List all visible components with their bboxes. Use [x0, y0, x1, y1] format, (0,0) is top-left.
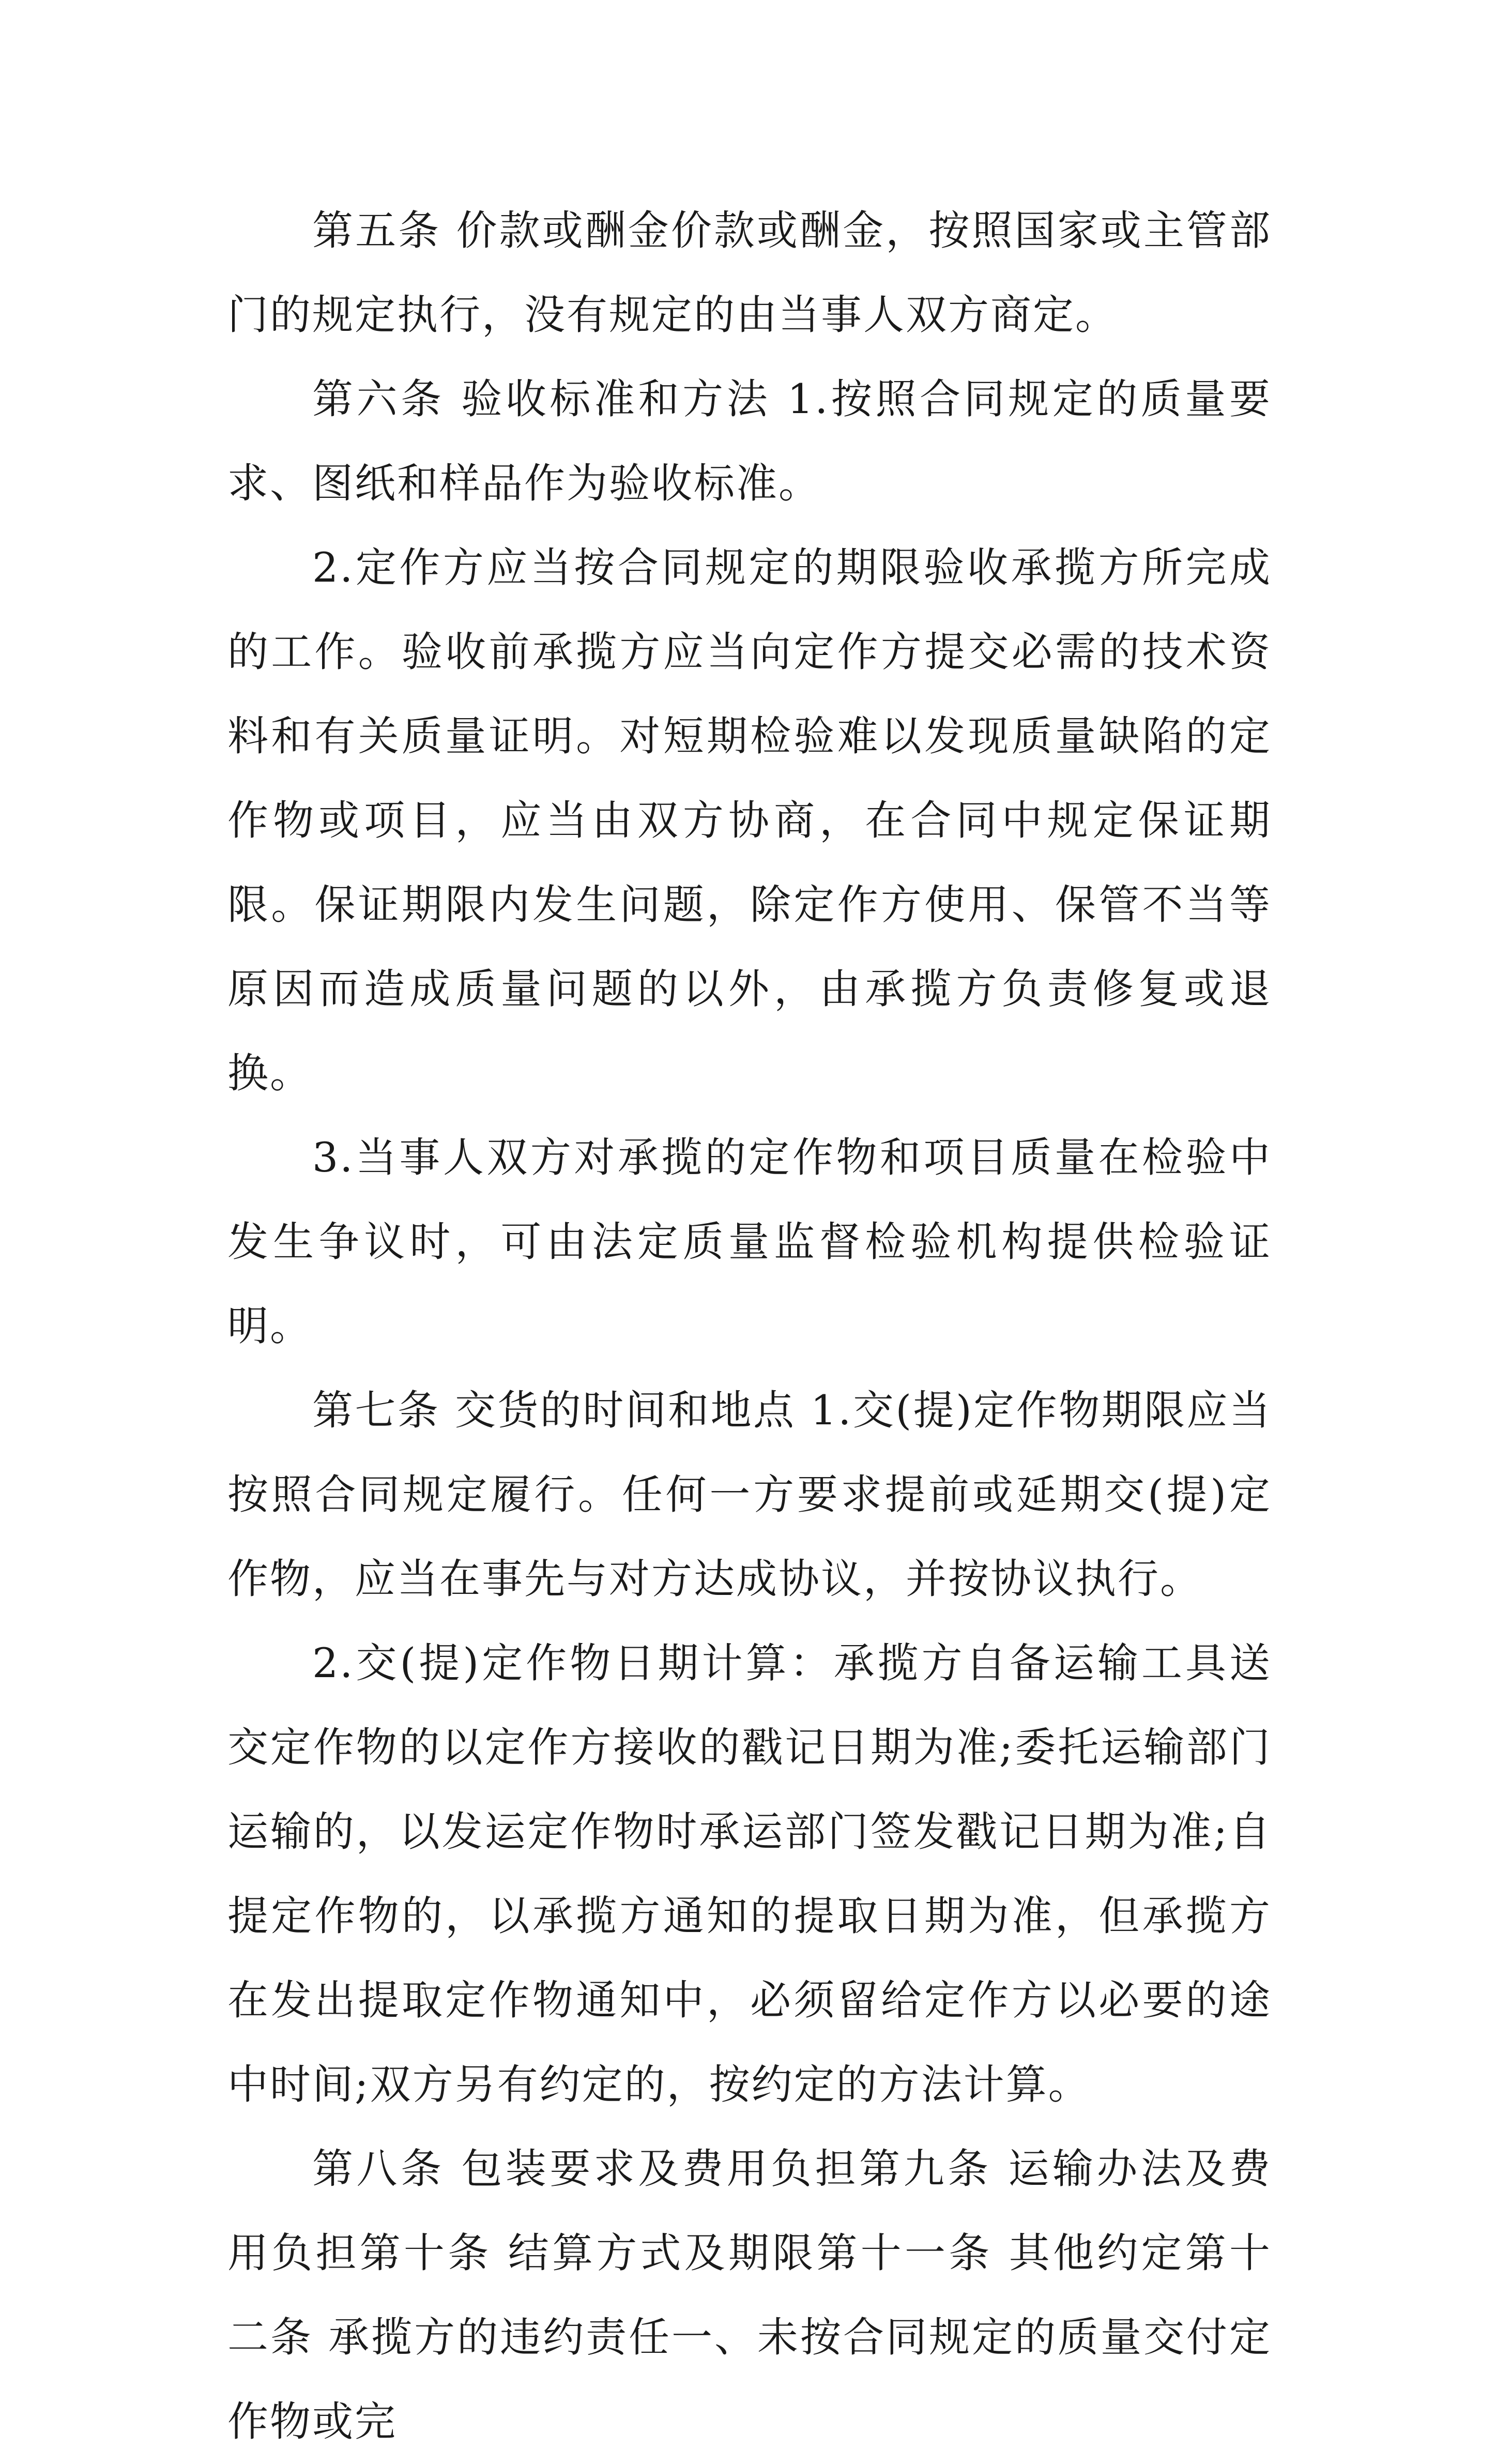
paragraph-article-6-item-2: 2.定作方应当按合同规定的期限验收承揽方所完成的工作。验收前承揽方应当向定作方提交必需的技术资料和有关质量证明。对短期检验难以发现质量缺陷的定作物或项目，应当由双方协商，在合同中规定保证期限。保证期限内发生问题，除定作方使用、保管不当等原因而造成质量问题的以外，由承揽方负责修复或退换。: [227, 544, 1272, 1097]
paragraph-article-7: 第七条 交货的时间和地点 1.交(提)定作物期限应当按照合同规定履行。任何一方要求提前或延期交(提)定作物，应当在事先与对方达成协议，并按协议执行。: [227, 1387, 1272, 1603]
paragraph-article-6-item-3: 3.当事人双方对承揽的定作物和项目质量在检验中发生争议时，可由法定质量监督检验机构提供检验证明。: [227, 1134, 1272, 1350]
paragraph-article-8-to-12: 第八条 包装要求及费用负担第九条 运输办法及费用负担第十条 结算方式及期限第十一条 其他约定第十二条 承揽方的违约责任一、未按合同规定的质量交付定作物或完: [227, 2145, 1272, 2445]
paragraph-article-5: 第五条 价款或酬金价款或酬金，按照国家或主管部门的规定执行，没有规定的由当事人双方商定。: [227, 207, 1272, 339]
paragraph-article-7-item-2: 2.交(提)定作物日期计算：承揽方自备运输工具送交定作物的以定作方接收的戳记日期为准;委托运输部门运输的，以发运定作物时承运部门签发戳记日期为准;自提定作物的，以承揽方通知的提取日期为准，但承揽方在发出提取定作物通知中，必须留给定作方以必要的途中时间;双方另有约定的，按约定的方法计算。: [227, 1639, 1272, 2108]
document-body: [227, 189, 1272, 2464]
paragraph-article-6: 第六条 验收标准和方法 1.按照合同规定的质量要求、图纸和样品作为验收标准。: [227, 375, 1272, 507]
